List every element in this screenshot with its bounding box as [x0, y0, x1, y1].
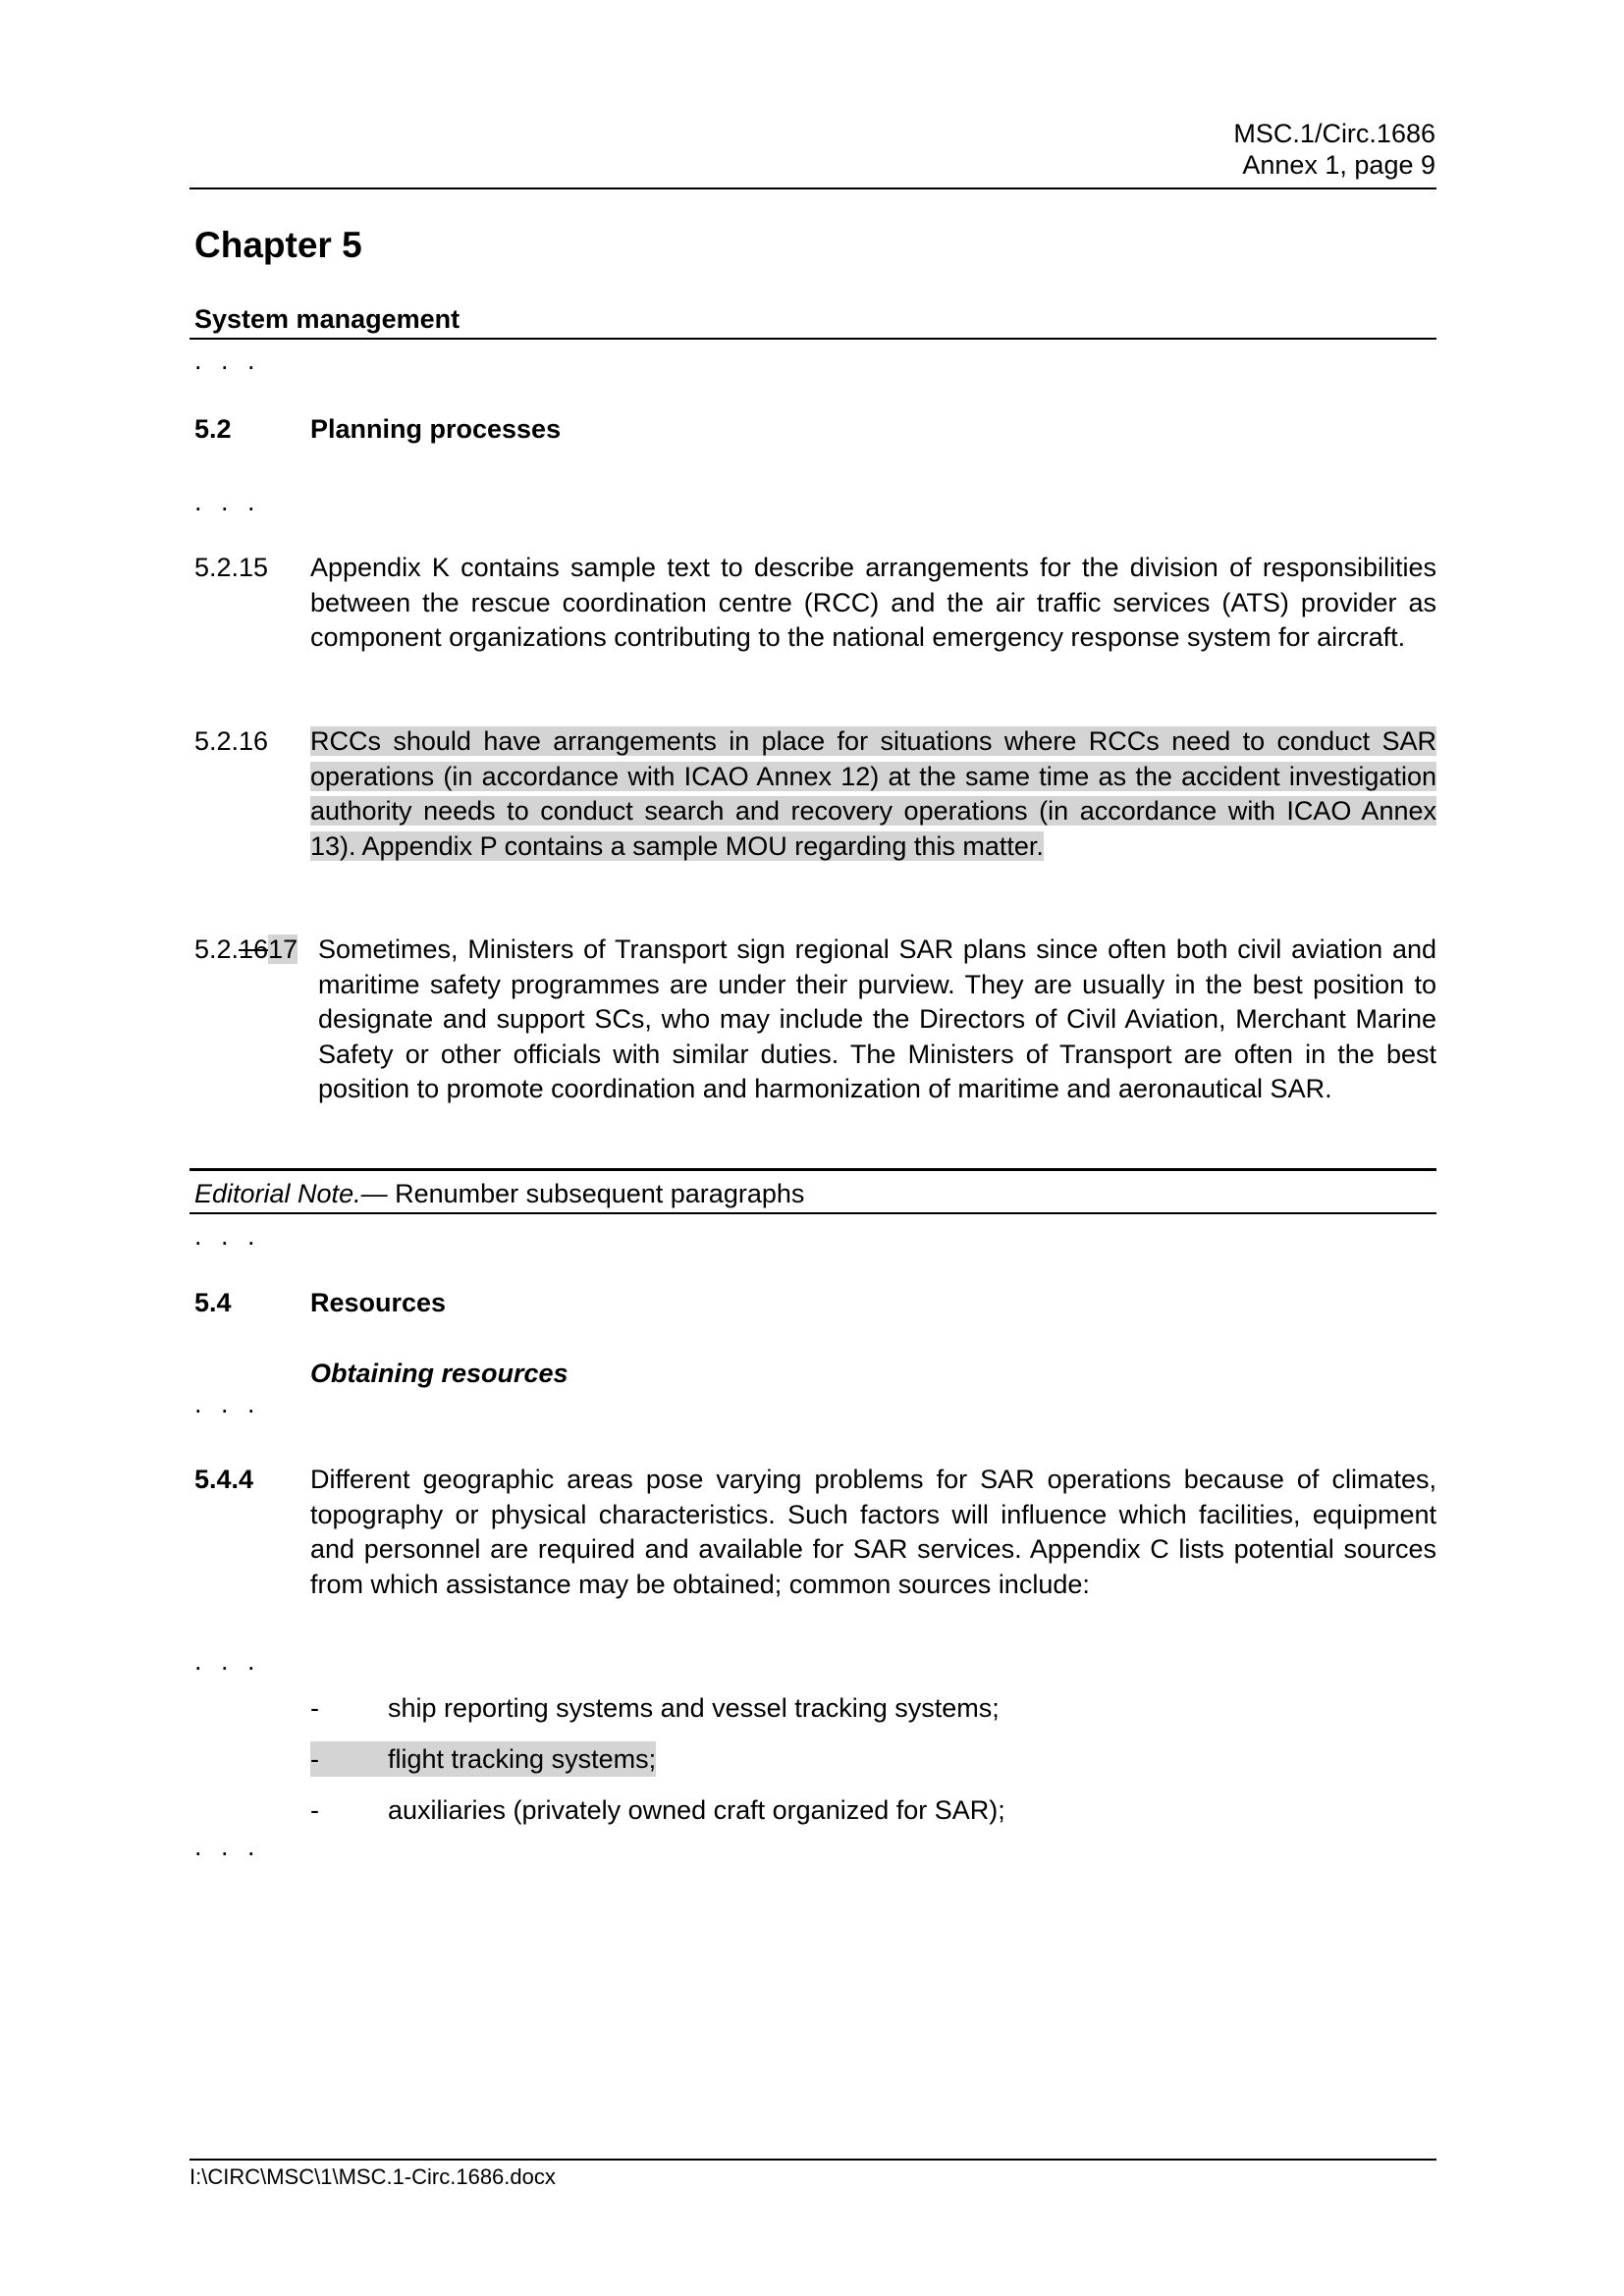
- ellipsis: . . .: [194, 487, 261, 516]
- editorial-note: [194, 1178, 804, 1209]
- footer-file-path: I:\CIRC\MSC\1\MSC.1-Circ.1686.docx: [189, 2164, 556, 2189]
- ellipsis: . . .: [194, 1832, 261, 1861]
- list-item: [310, 1792, 1005, 1828]
- chapter-title: Chapter 5: [194, 225, 362, 265]
- section-number: 5.2: [194, 414, 232, 444]
- editorial-top-divider: [189, 1168, 1436, 1171]
- inserted-text: RCCs should have arrangements in place for situations where RCCs need to conduct SAR operations (in accordance with ICAO Annex 12) at the same time as the accident investigation authority needs to conduct search and recovery operations (in accordance with ICAO Annex 13). Appendix P contains a sample MOU regarding this matter.: [310, 726, 1436, 861]
- subsection-heading: Obtaining resources: [310, 1359, 568, 1388]
- footer-divider: [189, 2159, 1436, 2161]
- list-item-text: ship reporting systems and vessel tracking systems;: [388, 1693, 1000, 1723]
- editorial-label: Editorial Note.: [194, 1179, 361, 1208]
- editorial-dash: —: [360, 1179, 388, 1208]
- list-item-text: auxiliaries (privately owned craft organized for SAR);: [388, 1795, 1005, 1825]
- section-title: Planning processes: [310, 414, 562, 444]
- editorial-text: Renumber subsequent paragraphs: [387, 1179, 805, 1208]
- paragraph-number: 5.4.4: [194, 1465, 254, 1494]
- deleted-number: 16: [239, 934, 269, 964]
- paragraph-number: 5.2.15: [194, 553, 269, 582]
- page-reference: Annex 1, page 9: [1242, 150, 1435, 180]
- paragraph-text: [318, 933, 1436, 1107]
- inserted-number: 17: [268, 934, 298, 964]
- ellipsis: . . .: [194, 1646, 261, 1676]
- chapter-subtitle: System management: [194, 304, 460, 334]
- paragraph-text: Different geographic areas pose varying problems for SAR operations because of climates, topography or physical characteristics. Such factors will influence which facilities, equipment and personnel are required and available for SAR services. Appendix C lists potential sources from which assistance may be obtained; common sources include:: [310, 1465, 1436, 1599]
- dash-bullet: -: [310, 1693, 319, 1723]
- subtitle-divider: [189, 338, 1436, 340]
- paragraph-number: [194, 933, 298, 968]
- list-item-highlighted: [310, 1741, 656, 1777]
- section-number: 5.4: [194, 1288, 232, 1317]
- header-divider: [189, 187, 1436, 189]
- document-reference: MSC.1/Circ.1686: [1233, 119, 1435, 148]
- list-item-text: flight tracking systems;: [388, 1744, 657, 1774]
- ellipsis: . . .: [194, 346, 261, 375]
- number-prefix: 5.2.: [194, 934, 240, 964]
- paragraph-body: Sometimes, Ministers of Transport sign regional SAR plans since often both civil aviation and maritime safety programmes are under their purview. They are usually in the best position to designate and support SCs, who may include the Directors of Civil Aviation, Merchant Marine Safety or other officials with similar duties. The Ministers of Transport are often in the best position to promote coordination and harmonization of maritime and aeronautical SAR.: [318, 934, 1436, 1103]
- dash-bullet: -: [310, 1744, 319, 1774]
- ellipsis: . . .: [194, 1221, 261, 1251]
- paragraph-number: 5.2.16: [194, 726, 269, 756]
- editorial-bottom-divider: [189, 1212, 1436, 1214]
- section-title: Resources: [310, 1288, 447, 1317]
- ellipsis: . . .: [194, 1389, 261, 1418]
- paragraph-text-highlighted: [310, 724, 1436, 864]
- list-item: [310, 1690, 1000, 1726]
- paragraph-text: Appendix K contains sample text to describe arrangements for the division of responsibilities between the rescue coordination centre (RCC) and the air traffic services (ATS) provider as component organizations contributing to the national emergency response system for aircraft.: [310, 553, 1436, 652]
- dash-bullet: -: [310, 1795, 319, 1825]
